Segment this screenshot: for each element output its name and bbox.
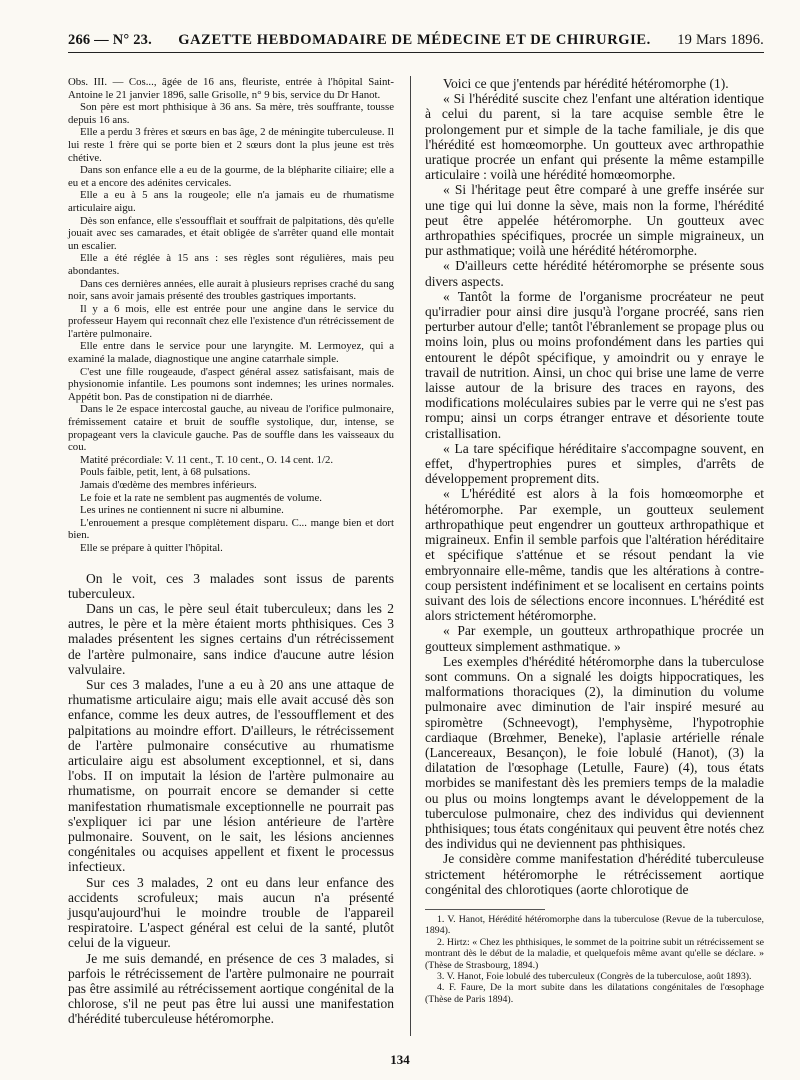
observation-paragraph: Dans le 2e espace intercostal gauche, au niveau de l'orifice pulmonaire, frémissement cataire et bruit de souffle systolique, dur, intense, se propageant vers la clavicule gauche. Pas de souffle dans les vaisseaux du cou. bbox=[68, 403, 394, 454]
page-ref: 266 — N° 23. bbox=[68, 32, 152, 48]
observation-paragraph: Dès son enfance, elle s'essoufflait et souffrait de palpitations, dès qu'elle jouait avec ses camarades, et était obligée de s'arrêter quand elle montait un escalier. bbox=[68, 214, 394, 252]
footnote: 4. F. Faure, De la mort subite dans les dilatations congénitales de l'œsophage (Thèse de Paris 1894). bbox=[425, 982, 764, 1005]
body-paragraph: Voici ce que j'entends par hérédité hétéromorphe (1). bbox=[443, 76, 729, 91]
body-paragraph: Je considère comme manifestation d'hérédité tuberculeuse strictement hétéromorphe le rétrécissement aortique congénital des chlorotiques (aorte chlorotique de bbox=[425, 851, 764, 897]
footnote: 2. Hirtz: « Chez les phthisiques, le sommet de la poitrine subit un rétrécissement se montrant dès le début de la maladie, et quelquefois même avant qu'elle se déclare. » (Thèse de Strasbourg, 1894.) bbox=[425, 936, 764, 971]
footnotes bbox=[425, 914, 764, 1005]
observation-paragraph: Obs. III. — Cos..., âgée de 16 ans, fleuriste, entrée à l'hôpital Saint-Antoine le 21 janvier 1896, salle Grisolle, n° 9 bis, service du Dr Hanot. bbox=[68, 76, 394, 101]
observation-block bbox=[68, 76, 394, 555]
page-folio: 134 bbox=[390, 1052, 410, 1067]
body-paragraph: « Si l'héritage peut être comparé à une greffe insérée sur une tige qui lui donne la sève, mais non la forme, l'hérédité peut être appelée hétéromorphe. Un goutteux avec arthropathies spécifiques, procrée un simple migraineux, un pur asthmatique; voilà une hérédité hétéromorphe. bbox=[425, 182, 764, 259]
journal-title: GAZETTE HEBDOMADAIRE DE MÉDECINE ET DE CHIRURGIE. bbox=[178, 32, 651, 48]
observation-paragraph: L'enrouement a presque complètement disparu. C... mange bien et dort bien. bbox=[68, 516, 394, 542]
body-paragraph: « La tare spécifique héréditaire s'accompagne souvent, en effet, d'hypertrophies pures et simples, d'arrêts de développement proprement dits. bbox=[425, 440, 764, 487]
body-paragraph: Je me suis demandé, en présence de ces 3 malades, si parfois le rétrécissement de l'artère pulmonaire ne pourrait pas être assimilé au rétrécissement aortique congénital de la chlorose, s'il ne peut pas être lui aussi une manifestation d'hérédité tuberculeuse hétéromorphe. bbox=[68, 950, 394, 1027]
observation-paragraph: Dans son enfance elle a eu de la gourme, de la blépharite ciliaire; elle a eu et a encore des adénites cervicales. bbox=[68, 164, 394, 189]
body-paragraph: « D'ailleurs cette hérédité hétéromorphe se présente sous divers aspects. bbox=[425, 258, 764, 289]
observation-paragraph: Son père est mort phthisique à 36 ans. Sa mère, très souffrante, tousse depuis 16 ans. bbox=[68, 101, 394, 126]
footnote: 3. V. Hanot, Foie lobulé des tuberculeux (Congrès de la tuberculose, août 1893). bbox=[437, 971, 752, 982]
observation-paragraph: Elle se prépare à quitter l'hôpital. bbox=[80, 541, 223, 554]
body-paragraph: Sur ces 3 malades, l'une a eu à 20 ans une attaque de rhumatisme articulaire aigu; mais elle avait accusé dès son enfance, comme les deux autres, de l'essoufflement et des palpitations au moindre effort. D'ailleurs, le rétrécissement de l'artère pulmonaire consécutive au rhumatisme articulaire aigu est absolument exceptionnel, et si, dans l'obs. II on imputait la lésion de l'artère pulmonaire au rhumatisme, on pourrait encore se demander si cette manifestation rhumatismale exceptionnelle ne pourrait pas s'expliquer ici par une lésion antérieure de l'artère pulmonaire. Souvent, on le sait, les lésions anciennes congénitales ou acquises appellent et fixent le processus infectieux. bbox=[68, 676, 394, 875]
body-paragraph: Sur ces 3 malades, 2 ont eu dans leur enfance des accidents scrofuleux; mais aucun n'a présenté jusqu'aujourd'hui le moindre trouble de l'appareil respiratoire. L'aspect général est celui de la santé, plutôt celui de la vigueur. bbox=[68, 874, 394, 951]
observation-paragraph: Dans ces dernières années, elle aurait à plusieurs reprises craché du sang noir, sans avoir jamais présenté des troubles gastriques importants. bbox=[68, 277, 394, 303]
body-paragraph: « L'hérédité est alors à la fois homœomorphe et hétéromorphe. Par exemple, un goutteux seulement arthropathique peut engendrer un goutteux arthropathique et migraineux. Enfin il semble parfois que l'altération héréditaire et spécifique s'atténue et se résout pendant la vie embryonnaire elle-même, tandis que les altérations à contre-coup persistent indéfiniment et se localisent en certains points suivant des lois de sélections encore inconnues. L'hérédité est alors strictement hétéromorphe. bbox=[425, 486, 764, 624]
left-column bbox=[68, 76, 394, 1027]
observation-paragraph: Elle a eu à 5 ans la rougeole; elle n'a jamais eu de rhumatisme articulaire aigu. bbox=[68, 189, 394, 214]
body-text-left bbox=[68, 571, 394, 1027]
body-paragraph: « Si l'hérédité suscite chez l'enfant une altération identique à celui du parent, si la tare acquise semble être le prolongement pur et simple de la tache familiale, je dis que l'hérédité est homœomorphe. Un goutteux avec arthropathie uratique procrée un enfant qui présente la même estampille articulaire : voilà une hérédité homœomorphe. bbox=[425, 91, 764, 183]
observation-paragraph: Jamais d'œdème des membres inférieurs. bbox=[80, 479, 257, 491]
body-paragraph: « Par exemple, un goutteux arthropathique procrée un goutteux simplement asthmatique. » bbox=[425, 623, 764, 654]
body-text-right bbox=[425, 76, 764, 897]
running-header bbox=[68, 32, 764, 53]
observation-paragraph: Matité précordiale: V. 11 cent., T. 10 cent., O. 14 cent. 1/2. bbox=[80, 453, 334, 466]
observation-paragraph: Pouls faible, petit, lent, à 68 pulsations. bbox=[80, 466, 251, 479]
observation-paragraph: Il y a 6 mois, elle est entrée pour une angine dans le service du professeur Hayem qui reconnaît chez elle l'existence d'un rétrécissement de l'artère pulmonaire. bbox=[68, 302, 394, 340]
right-column bbox=[425, 76, 764, 1005]
footnote: 1. V. Hanot, Hérédité hétéromorphe dans la tuberculose (Revue de la tuberculose, 1894). bbox=[425, 913, 764, 937]
footnote-rule bbox=[425, 909, 545, 910]
observation-paragraph: Les urines ne contiennent ni sucre ni albumine. bbox=[80, 504, 284, 517]
observation-paragraph: Le foie et la rate ne semblent pas augmentés de volume. bbox=[80, 491, 322, 504]
body-paragraph: Les exemples d'hérédité hétéromorphe dans la tuberculose sont communs. On a signalé les doigts hippocratiques, les malformations thoraciques (2), la diminution du volume pulmonaire avec diminution de l'air inspiré mesuré au spiromètre (Schneevogt), l'emphysème, l'hypotrophie cardiaque (Brœhmer, Beneke), l'aplasie artérielle rénale (Lancereaux, Besançon), le foie lobulé (Hanot), (3) la dilatation de l'œsophage (Letulle, Faure) (4), tous états morbides se manifestant dès les premiers temps de la maladie ou plus ou moins longtemps avant le développement de la tuberculose pulmonaire, chez des individus qui deviennent phthisiques; tous états congénitaux qui peuvent être notés chez des individus qui ne deviennent pas phthisiques. bbox=[425, 653, 764, 852]
body-paragraph: « Tantôt la forme de l'organisme procréateur ne peut qu'irradier pour ainsi dire jusqu'à l'organe procréé, sans rien perturber autour d'elle; tantôt l'ébranlement se propage plus ou moins loin, plus ou moins profondément dans les parties qui entourent le dépôt spécifique, y amoindrit ou y enraye le travail de nutrition. Ainsi, un choc qui brise une lame de verre laisse autour de la brisure des traces en rayons, des modifications moléculaires subies par le verre qui ne s'est pas rompu; ainsi un corps étranger entrave et désoriente toute cristallisation. bbox=[425, 288, 764, 441]
observation-paragraph: Elle a perdu 3 frères et sœurs en bas âge, 2 de méningite tuberculeuse. Il lui reste 1 frère qui se porte bien et 2 sœurs dont la plus jeune est très chétive. bbox=[68, 126, 394, 164]
observation-paragraph: Elle entre dans le service pour une laryngite. M. Lermoyez, qui a examiné la malade, diagnostique une angine catarrhale simple. bbox=[68, 340, 394, 366]
observation-paragraph: Elle a été réglée à 15 ans : ses règles sont régulières, mais peu abondantes. bbox=[68, 252, 394, 277]
column-divider bbox=[410, 76, 411, 1036]
body-paragraph: Dans un cas, le père seul était tuberculeux; dans les 2 autres, le père et la mère étaient morts phthisiques. Ces 3 malades présentent les signes certains d'un rétrécissement de l'artère pulmonaire, sans indice d'aucune autre lésion valvulaire. bbox=[68, 600, 394, 677]
body-paragraph: On le voit, ces 3 malades sont issus de parents tuberculeux. bbox=[68, 570, 394, 601]
page bbox=[68, 32, 764, 1027]
observation-paragraph: C'est une fille rougeaude, d'aspect général assez satisfaisant, mais de physionomie infantile. Les poumons sont indemnes; les urines normales. Appétit bon. Pas de constipation ni de diarrhée. bbox=[68, 365, 394, 403]
issue-date: 19 Mars 1896. bbox=[677, 32, 764, 48]
